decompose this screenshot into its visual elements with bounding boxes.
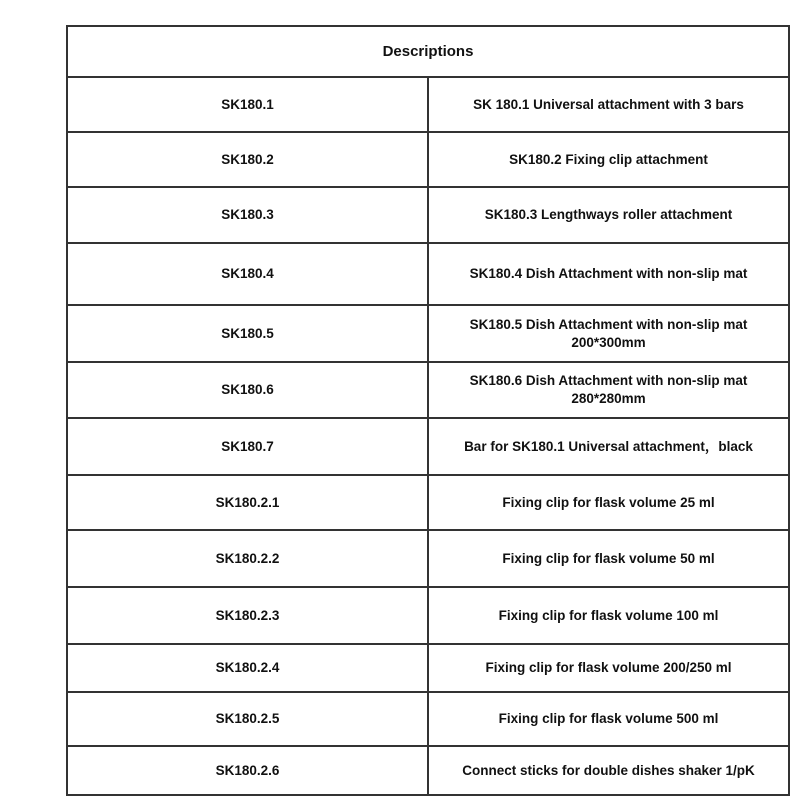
table-row [67,305,789,362]
description-cell: SK180.3 Lengthways roller attachment [428,187,789,243]
code-cell: SK180.4 [67,243,428,305]
code-cell: SK180.2.5 [67,692,428,746]
code-cell: SK180.6 [67,362,428,418]
code-cell: SK180.2.4 [67,644,428,692]
table-row [67,644,789,692]
description-cell: SK180.4 Dish Attachment with non-slip mat [428,243,789,305]
description-cell: Fixing clip for flask volume 200/250 ml [428,644,789,692]
code-cell: SK180.7 [67,418,428,475]
table-row [67,692,789,746]
code-cell: SK180.3 [67,187,428,243]
table-row [67,475,789,530]
table-row [67,243,789,305]
description-cell: Bar for SK180.1 Universal attachment，black [428,418,789,475]
table-row [67,587,789,644]
description-cell: Fixing clip for flask volume 25 ml [428,475,789,530]
table-row [67,132,789,187]
code-cell: SK180.2.1 [67,475,428,530]
code-cell: SK180.2.3 [67,587,428,644]
description-cell: Fixing clip for flask volume 50 ml [428,530,789,587]
description-cell: SK180.6 Dish Attachment with non-slip mat 280*280mm [428,362,789,418]
description-cell: SK 180.1 Universal attachment with 3 bars [428,77,789,132]
table-row [67,77,789,132]
header-cell: Descriptions [67,26,789,77]
code-cell: SK180.2 [67,132,428,187]
description-cell: SK180.5 Dish Attachment with non-slip mat 200*300mm [428,305,789,362]
code-cell: SK180.2.6 [67,746,428,795]
table-row [67,362,789,418]
code-cell: SK180.1 [67,77,428,132]
description-cell: Fixing clip for flask volume 100 ml [428,587,789,644]
header-row [67,26,789,77]
description-cell: SK180.2 Fixing clip attachment [428,132,789,187]
description-cell: Connect sticks for double dishes shaker 1/pK [428,746,789,795]
descriptions-table [66,25,790,796]
table-row [67,418,789,475]
table-row [67,187,789,243]
description-cell: Fixing clip for flask volume 500 ml [428,692,789,746]
table-row [67,530,789,587]
code-cell: SK180.5 [67,305,428,362]
table-row [67,746,789,795]
code-cell: SK180.2.2 [67,530,428,587]
